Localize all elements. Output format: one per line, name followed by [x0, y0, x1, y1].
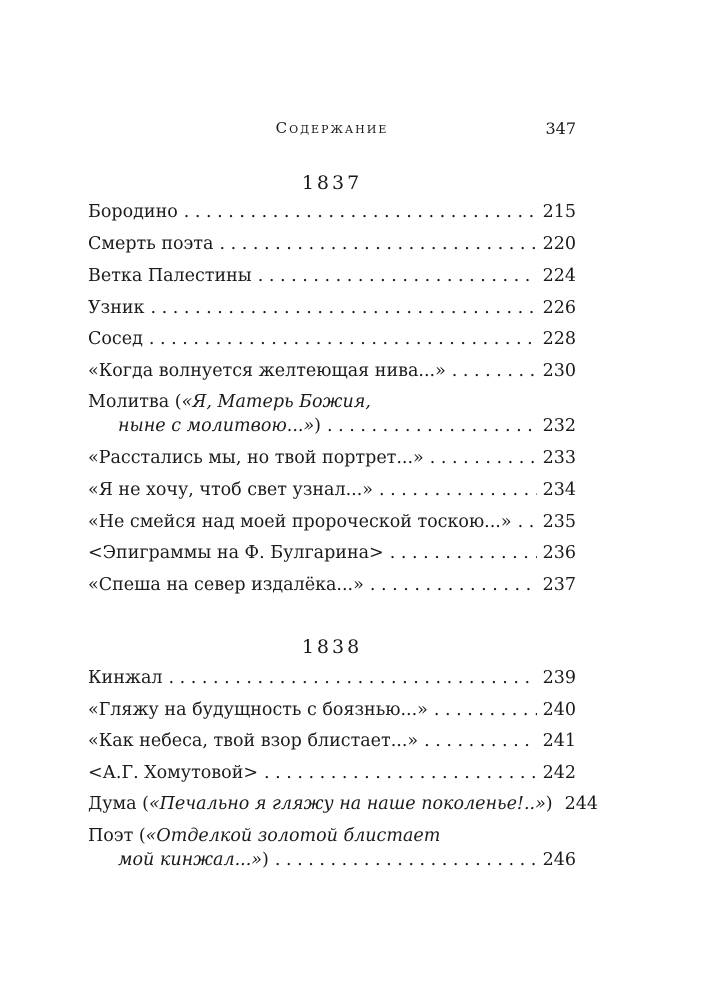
- toc-entry-page: 246: [542, 850, 576, 870]
- toc-entry-page: 215: [542, 202, 576, 222]
- toc-entry[interactable]: [88, 824, 576, 872]
- toc-entry-page: 226: [542, 298, 576, 318]
- toc-entry-subtitle: «Я, Матерь Божия,: [181, 392, 371, 412]
- leader-dots: [327, 414, 537, 438]
- toc-entry-title: Бородино: [88, 202, 178, 222]
- toc-entry[interactable]: [88, 573, 576, 597]
- toc-entry-page: 242: [542, 763, 576, 783]
- toc-entry-title: <Эпиграммы на Ф. Булгарина>: [88, 543, 384, 563]
- toc-entry-page: 224: [542, 266, 576, 286]
- toc-entry-title: «Расстались мы, но твой портрет...»: [88, 448, 424, 468]
- toc-entry-page: 241: [542, 731, 576, 751]
- toc-entry[interactable]: [88, 792, 599, 816]
- toc-entry-title: «Не смейся над моей пророческой тоскою...»: [88, 512, 512, 532]
- toc-entry-page: 236: [542, 543, 576, 563]
- section-year-1838: 1838: [301, 636, 363, 658]
- leader-dots: [150, 296, 536, 320]
- toc-entry-page: 235: [542, 512, 576, 532]
- toc-entry-title: <А.Г. Хомутовой>: [88, 763, 259, 783]
- toc-entry-title: Молитва (: [88, 392, 182, 412]
- running-header-title: Содержание: [275, 119, 389, 137]
- leader-dots: [275, 848, 537, 872]
- toc-entry-title: Дума (: [88, 794, 149, 814]
- toc-entry[interactable]: [88, 761, 576, 785]
- toc-entry-subtitle: мой кинжал...»: [118, 850, 262, 870]
- leader-dots: [430, 446, 537, 470]
- toc-entry-title: «Спеша на север издалёка...»: [88, 575, 364, 595]
- toc-entry-page: 233: [542, 448, 576, 468]
- leader-dots: [370, 573, 537, 597]
- toc-entry-page: 244: [564, 794, 599, 814]
- toc-entry[interactable]: [88, 327, 576, 351]
- toc-entry[interactable]: [88, 666, 576, 690]
- toc-entry-title: Ветка Палестины: [88, 266, 252, 286]
- toc-entry-page: 230: [542, 361, 576, 381]
- leader-dots: [424, 729, 536, 753]
- toc-entry-page: 220: [542, 234, 576, 254]
- toc-entry-page: 240: [542, 700, 576, 720]
- toc-entry[interactable]: [88, 478, 576, 502]
- toc-entry-page: 228: [542, 329, 576, 349]
- toc-entry[interactable]: [88, 200, 576, 224]
- toc-entry-page: 239: [542, 668, 576, 688]
- leader-dots: [434, 698, 537, 722]
- toc-entry-title: «Как небеса, твой взор блистает...»: [88, 731, 419, 751]
- section-year-1837: 1837: [301, 172, 363, 194]
- leader-dots: [169, 666, 537, 690]
- toc-entry-title: Кинжал: [88, 668, 163, 688]
- toc-entry-page: 232: [542, 416, 576, 436]
- leader-dots: [379, 478, 537, 502]
- leader-dots: [149, 327, 537, 351]
- toc-entry-title: Поэт (: [88, 826, 146, 846]
- leader-dots: [390, 541, 537, 565]
- toc-entry-page: 237: [542, 575, 576, 595]
- toc-entry-close: ): [262, 850, 269, 870]
- toc-entry-subtitle: «Печально я гляжу на наше поколенье!..»: [148, 794, 546, 814]
- toc-entry-subtitle: ныне с молитвою...»: [118, 416, 315, 436]
- toc-entry-title: «Когда волнуется желтеющая нива...»: [88, 361, 446, 381]
- toc-entry[interactable]: [88, 232, 576, 256]
- toc-entry-title: «Гляжу на будущность с боязнью...»: [88, 700, 428, 720]
- toc-entry-subtitle: «Отделкой золотой блистает: [145, 826, 441, 846]
- toc-entry-title: «Я не хочу, чтоб свет узнал...»: [88, 480, 373, 500]
- running-header: [88, 119, 576, 143]
- toc-entry-title: Сосед: [88, 329, 143, 349]
- toc-entry-close: ): [314, 416, 321, 436]
- toc-entry-title: Узник: [88, 298, 145, 318]
- toc-entry[interactable]: [88, 446, 576, 470]
- leader-dots: [258, 264, 537, 288]
- leader-dots: [184, 200, 537, 224]
- toc-entry[interactable]: [88, 510, 576, 534]
- toc-entry-title: Смерть поэта: [88, 234, 214, 254]
- toc-entry-page: 234: [542, 480, 576, 500]
- leader-dots: [219, 232, 536, 256]
- toc-entry[interactable]: [88, 390, 576, 438]
- toc-entry[interactable]: [88, 359, 576, 383]
- leader-dots: [518, 510, 537, 534]
- leader-dots: [264, 761, 537, 785]
- page-number: 347: [545, 119, 576, 138]
- toc-entry[interactable]: [88, 729, 576, 753]
- toc-entry[interactable]: [88, 698, 576, 722]
- toc-entry[interactable]: [88, 541, 576, 565]
- toc-entry[interactable]: [88, 264, 576, 288]
- toc-entry[interactable]: [88, 296, 576, 320]
- toc-entry-close: ): [545, 794, 553, 814]
- leader-dots: [452, 359, 537, 383]
